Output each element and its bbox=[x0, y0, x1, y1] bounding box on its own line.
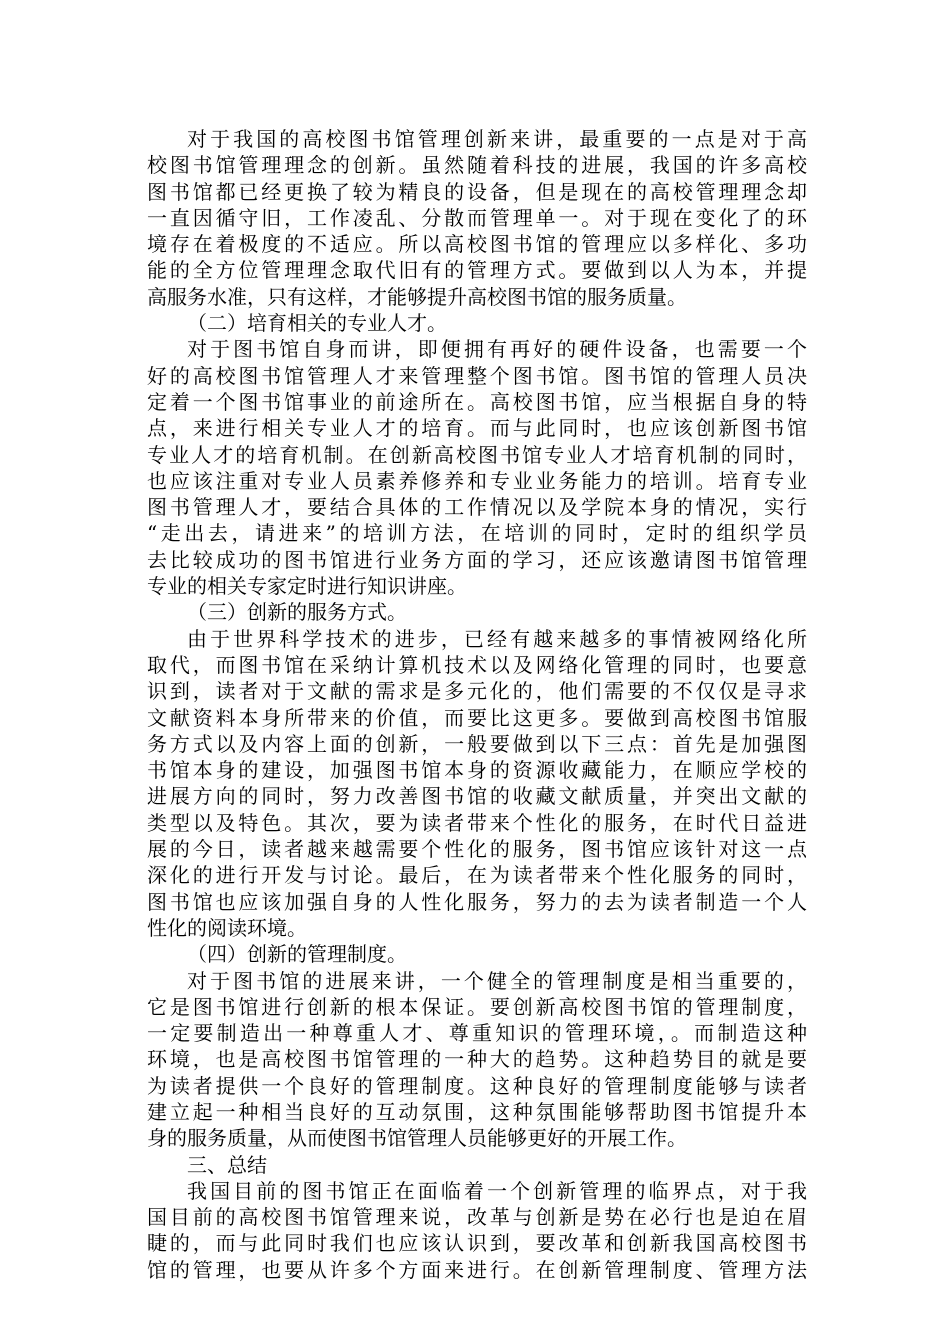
paragraph bbox=[147, 126, 807, 310]
paragraph-line: 馆的管理，也要从许多个方面来进行。在创新管理制度、管理方法 bbox=[147, 1257, 807, 1282]
paragraph-line: 取代，而图书馆在采纳计算机技术以及网络化管理的同时，也要意 bbox=[147, 652, 807, 677]
paragraph-line: “走出去，请进来”的培训方法，在培训的同时，定时的组织学员 bbox=[147, 521, 807, 546]
heading-line: 三、总结 bbox=[187, 1152, 267, 1177]
paragraph-line: 一直因循守旧，工作凌乱、分散而管理单一。对于现在变化了的环 bbox=[147, 205, 807, 230]
paragraph-line: 建立起一种相当良好的互动氛围，这种氛围能够帮助图书馆提升本 bbox=[147, 1099, 807, 1124]
heading-line: （四）创新的管理制度。 bbox=[187, 942, 407, 967]
paragraph-line: 去比较成功的图书馆进行业务方面的学习，还应该邀请图书馆管理 bbox=[147, 547, 807, 572]
paragraph-line: 图书馆都已经更换了较为精良的设备，但是现在的高校管理理念却 bbox=[147, 179, 807, 204]
paragraph-line: 定着一个图书馆事业的前途所在。高校图书馆，应当根据自身的特 bbox=[147, 389, 807, 414]
paragraph-line: 睫的，而与此同时我们也应该认识到，要改革和创新我国高校图书 bbox=[147, 1231, 807, 1256]
paragraph-line: 书馆本身的建设，加强图书馆本身的资源收藏能力，在顺应学校的 bbox=[147, 758, 807, 783]
paragraph bbox=[147, 1178, 807, 1283]
paragraph-line: 点，来进行相关专业人才的培育。而与此同时，也应该创新图书馆 bbox=[147, 416, 807, 441]
paragraph-line: 图书馆也应该加强自身的人性化服务，努力的去为读者制造一个人 bbox=[147, 889, 807, 914]
paragraph-line: 深化的进行开发与讨论。最后，在为读者带来个性化服务的同时， bbox=[147, 863, 807, 888]
paragraph-line: 由于世界科学技术的进步，已经有越来越多的事情被网络化所 bbox=[187, 626, 807, 651]
paragraph-line: 性化的阅读环境。 bbox=[147, 915, 307, 940]
paragraph-line: 身的服务质量，从而使图书馆管理人员能够更好的开展工作。 bbox=[147, 1126, 687, 1151]
paragraph bbox=[147, 968, 807, 1152]
paragraph-line: 文献资料本身所带来的价值，而要比这更多。要做到高校图书馆服 bbox=[147, 705, 807, 730]
paragraph-line: 专业的相关专家定时进行知识讲座。 bbox=[147, 574, 467, 599]
paragraph-line: 识到，读者对于文献的需求是多元化的，他们需要的不仅仅是寻求 bbox=[147, 679, 807, 704]
paragraph-line: 也应该注重对专业人员素养修养和专业业务能力的培训。培育专业 bbox=[147, 468, 807, 493]
paragraph-line: 一定要制造出一种尊重人才、尊重知识的管理环境，。而制造这种 bbox=[147, 1021, 807, 1046]
heading-line: （二）培育相关的专业人才。 bbox=[187, 311, 447, 336]
paragraph-line: 进展方向的同时，努力改善图书馆的收藏文献质量，并突出文献的 bbox=[147, 784, 807, 809]
paragraph-line: 为读者提供一个良好的管理制度。这种良好的管理制度能够与读者 bbox=[147, 1073, 807, 1098]
paragraph-line: 能的全方位管理理念取代旧有的管理方式。要做到以人为本，并提 bbox=[147, 258, 807, 283]
paragraph-line: 类型以及特色。其次，要为读者带来个性化的服务，在时代日益进 bbox=[147, 810, 807, 835]
paragraph bbox=[147, 336, 807, 599]
paragraph-line: 校图书馆管理理念的创新。虽然随着科技的进展，我国的许多高校 bbox=[147, 153, 807, 178]
paragraph-line: 对于图书馆自身而讲，即便拥有再好的硬件设备，也需要一个 bbox=[187, 337, 807, 362]
section-heading bbox=[147, 599, 807, 625]
paragraph-line: 高服务水准，只有这样，才能够提升高校图书馆的服务质量。 bbox=[147, 284, 687, 309]
paragraph-line: 务方式以及内容上面的创新，一般要做到以下三点：首先是加强图 bbox=[147, 731, 807, 756]
paragraph-line: 我国目前的图书馆正在面临着一个创新管理的临界点，对于我 bbox=[187, 1178, 807, 1203]
paragraph-line: 国目前的高校图书馆管理来说，改革与创新是势在必行也是迫在眉 bbox=[147, 1205, 807, 1230]
document-body-text bbox=[147, 126, 807, 1283]
paragraph-line: 图书管理人才，要结合具体的工作情况以及学院本身的情况，实行 bbox=[147, 495, 807, 520]
paragraph-line: 对于我国的高校图书馆管理创新来讲，最重要的一点是对于高 bbox=[187, 127, 807, 151]
section-heading bbox=[147, 941, 807, 967]
paragraph bbox=[147, 626, 807, 942]
section-heading bbox=[147, 1152, 807, 1178]
paragraph-line: 好的高校图书馆管理人才来管理整个图书馆。图书馆的管理人员决 bbox=[147, 363, 807, 388]
heading-line: （三）创新的服务方式。 bbox=[187, 600, 407, 625]
paragraph-line: 境存在着极度的不适应。所以高校图书馆的管理应以多样化、多功 bbox=[147, 232, 807, 257]
section-heading bbox=[147, 310, 807, 336]
paragraph-line: 专业人才的培育机制。在创新高校图书馆专业人才培育机制的同时， bbox=[147, 442, 807, 467]
paragraph-line: 对于图书馆的进展来讲，一个健全的管理制度是相当重要的， bbox=[187, 968, 807, 993]
paragraph-line: 环境，也是高校图书馆管理的一种大的趋势。这种趋势目的就是要 bbox=[147, 1047, 807, 1072]
paragraph-line: 它是图书馆进行创新的根本保证。要创新高校图书馆的管理制度， bbox=[147, 994, 807, 1019]
paragraph-line: 展的今日，读者越来越需要个性化的服务，图书馆应该针对这一点 bbox=[147, 837, 807, 862]
